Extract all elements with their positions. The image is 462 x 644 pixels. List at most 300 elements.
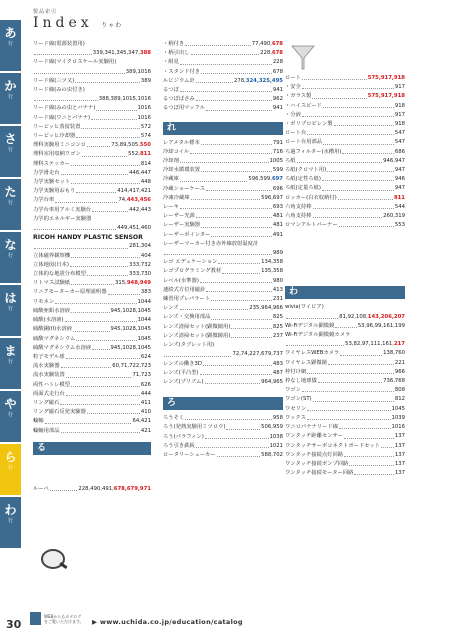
page-refs: 77,490,: [251, 41, 272, 47]
entry-term: ろ紙(クロマト用): [285, 167, 327, 174]
leader-dots: [201, 139, 272, 145]
index-entry: [163, 49, 283, 58]
page-refs: 716: [272, 148, 283, 155]
page-refs: 1016: [391, 424, 405, 431]
entry-pages: [395, 166, 405, 175]
index-entry: [163, 350, 283, 359]
entry-pages: [273, 104, 283, 113]
entry-term: 冷蔵ショーケース: [163, 185, 206, 192]
page-refs: 941: [272, 87, 283, 94]
leader-dots: [322, 175, 394, 181]
entry-pages: [273, 231, 283, 240]
page-refs: 791: [272, 139, 283, 146]
entry-term: リード線(みの虫とバナナ): [33, 105, 96, 112]
tab-kana: な: [4, 238, 17, 252]
index-entry: [285, 111, 405, 120]
page-title: [33, 15, 122, 34]
page-refs: 506,959: [261, 424, 283, 431]
tab-kana: ら: [4, 450, 17, 464]
entry-term: レンズの働き3D: [163, 360, 202, 367]
entry-term: 硫酸マグネシウム水溶液: [33, 344, 92, 351]
page-refs: 278,: [234, 77, 246, 84]
section-head: れ: [163, 122, 283, 135]
entry-term: 理科ステッカー: [33, 160, 70, 167]
page-refs: 388,389,1015,1016: [98, 96, 151, 103]
leader-dots: [191, 49, 260, 55]
leader-dots: [34, 49, 92, 55]
leader-dots: [34, 242, 128, 248]
leader-dots: [180, 157, 269, 163]
index-entry: [33, 353, 151, 362]
leader-dots: [164, 249, 272, 255]
entry-pages: [118, 196, 151, 205]
entry-pages: [260, 49, 283, 58]
entry-term: 枠付け網: [285, 368, 307, 375]
index-entry: [285, 83, 405, 92]
page-refs: 333,730: [129, 271, 151, 278]
index-entry: [163, 212, 283, 221]
entry-term: レンズ・交換用部品: [163, 314, 211, 321]
index-entry: [285, 349, 405, 358]
page-refs: 1021: [269, 442, 283, 449]
index-entry: [163, 378, 283, 387]
index-entry: [33, 178, 151, 187]
leader-dots: [71, 381, 140, 387]
page-refs: 138,760: [383, 350, 405, 357]
page-refs: 962: [272, 96, 283, 103]
entry-term: ろうそく: [163, 415, 185, 422]
entry-term: ・ハイスピード: [285, 102, 322, 109]
index-entry: [163, 221, 283, 230]
entry-pages: [395, 138, 405, 147]
entry-term: ロート台用部品: [285, 139, 323, 146]
index-entry: [285, 221, 405, 230]
entry-term: レゴ エデュケーション: [163, 259, 218, 266]
entry-term: レーザー実験器: [163, 222, 201, 229]
entry-pages: [112, 362, 151, 371]
leader-dots: [312, 92, 366, 98]
entry-pages: [128, 150, 151, 159]
index-entry: [285, 166, 405, 175]
leader-dots: [76, 132, 140, 138]
entry-pages: [383, 377, 405, 386]
entry-pages: [273, 313, 283, 322]
page-refs: 137: [394, 470, 405, 477]
tab-3[interactable]: [0, 126, 21, 177]
entry-term: ロータリーシェーカー: [163, 451, 216, 458]
tab-6[interactable]: [0, 285, 21, 336]
page-refs: 81,92,108,: [339, 313, 368, 320]
entry-term: ワイヤレス顕微鏡: [285, 359, 328, 366]
leader-dots: [55, 298, 136, 304]
leader-dots: [205, 378, 260, 384]
leader-dots: [190, 148, 272, 154]
leader-dots: [307, 405, 390, 411]
entry-pages: [273, 185, 283, 194]
index-entry: [163, 175, 283, 184]
page-refs-blue: 697: [271, 176, 283, 183]
entry-term: ロート台: [285, 130, 307, 137]
entry-term: ろう(発熱実験用ミツロウ): [163, 424, 226, 431]
entry-term: RICOH HANDY PLASTIC SENSOR: [33, 234, 143, 242]
index-entry: [33, 104, 151, 113]
index-entry: [163, 323, 283, 332]
index-entry: [285, 442, 405, 451]
title-kana: りゃわ: [101, 22, 123, 29]
page-refs: 483: [272, 360, 283, 367]
entry-term: 流水実験装置: [33, 372, 65, 379]
page-refs: 989: [272, 250, 283, 257]
page-refs: 442,443: [129, 206, 151, 213]
page-refs: 228,: [260, 50, 272, 57]
index-entry: [163, 203, 283, 212]
entry-term: ・組見: [163, 59, 179, 66]
entry-pages: [138, 104, 151, 113]
entry-term: 冷却剤: [163, 158, 179, 165]
leader-dots: [206, 104, 272, 110]
entry-term: 硫酸(水溶液): [33, 317, 64, 324]
entry-pages: [115, 279, 151, 288]
entry-term: 立体的な地震分布模型: [33, 271, 86, 278]
page-refs: 814: [140, 160, 151, 167]
tab-gyo: 行: [7, 200, 13, 206]
index-entry: [33, 307, 151, 316]
entry-pages: [117, 224, 151, 233]
entry-term: レーキ: [163, 204, 179, 211]
entry-term: リード線(みの虫付き): [33, 87, 85, 94]
leader-dots: [323, 138, 394, 144]
page-refs: 228: [272, 59, 283, 66]
page-refs: 941: [272, 105, 283, 112]
entry-pages: [392, 405, 405, 414]
entry-term: ・柄付き: [163, 41, 185, 47]
tab-gyo: 行: [7, 306, 13, 312]
leader-dots: [180, 86, 272, 92]
entry-pages: [273, 332, 283, 341]
gap: [163, 387, 283, 393]
tab-kana: わ: [4, 503, 17, 517]
page-refs: 446,447: [129, 169, 151, 176]
entry-pages: [261, 194, 283, 203]
entry-pages: [273, 277, 283, 286]
entry-pages: [392, 423, 405, 432]
entry-pages: [129, 242, 151, 251]
tab-9[interactable]: [0, 444, 21, 495]
entry-pages: [132, 417, 151, 426]
tray-icon: [40, 548, 70, 572]
tab-gyo: 行: [7, 359, 13, 365]
entry-term: 立体磁界観察機: [33, 252, 71, 259]
page-refs: 1005: [269, 158, 283, 165]
page-refs: 449,451,460: [117, 225, 151, 232]
entry-pages: [395, 460, 405, 469]
page-refs: 444: [140, 390, 151, 397]
tab-2[interactable]: [0, 73, 21, 124]
page-refs-red: 575,917,918: [367, 75, 405, 81]
index-entry: [33, 362, 151, 371]
page-refs: 918: [394, 121, 405, 128]
entry-term: ・安全: [285, 84, 301, 91]
index-entry: [33, 242, 151, 251]
entry-pages: [358, 322, 405, 331]
page-refs-red: 948,949: [126, 280, 151, 287]
entry-term: レンズ(平凸型): [163, 369, 199, 376]
index-entry: [285, 184, 405, 193]
entry-pages: [270, 442, 283, 451]
index-entry: [33, 132, 151, 141]
index-entry: [163, 40, 283, 49]
index-entry: [33, 288, 151, 297]
page-refs: 947: [394, 185, 405, 192]
entry-term: 流水実験器: [33, 363, 60, 370]
index-entry: [33, 233, 151, 242]
leader-dots: [211, 295, 272, 301]
entry-pages: [138, 335, 151, 344]
entry-pages: [339, 313, 405, 322]
index-entry: [33, 270, 151, 279]
entry-term: リモネン: [33, 298, 55, 305]
entry-term: 立体地図(日本): [33, 261, 69, 268]
leader-dots: [339, 423, 391, 429]
leader-dots: [196, 212, 272, 218]
tab-8[interactable]: [0, 391, 21, 442]
page-refs: 574: [140, 133, 151, 140]
entry-term: 硫酸マグネシウム: [33, 335, 76, 342]
gap: [163, 114, 283, 118]
page-refs: 73,89,505,: [111, 142, 140, 149]
leader-dots: [180, 203, 272, 209]
entry-pages: [395, 432, 405, 441]
tray-image: [40, 548, 70, 572]
leader-dots: [297, 157, 382, 163]
index-entry: [285, 120, 405, 129]
leader-dots: [92, 344, 109, 350]
section-head: わ: [285, 286, 405, 299]
page-refs: 383: [140, 289, 151, 296]
tab-1[interactable]: [0, 20, 21, 71]
entry-term: ・ガラス製: [285, 93, 312, 100]
entry-pages: [141, 132, 151, 141]
section-head: る: [33, 442, 151, 455]
leader-dots: [307, 129, 394, 135]
entry-pages: [232, 350, 283, 359]
entry-pages: [395, 203, 405, 212]
index-entry: [285, 451, 405, 460]
index-entry: [285, 368, 405, 377]
page-refs: 964,965: [261, 378, 283, 385]
entry-pages: [141, 160, 151, 169]
entry-pages: [395, 129, 405, 138]
index-entry: [285, 303, 405, 312]
entry-term: 理科実験用ミニコンロ: [33, 142, 86, 149]
tab-gyo: 行: [7, 465, 13, 471]
index-entry: [33, 485, 151, 494]
entry-pages: [273, 286, 283, 295]
entry-pages: [111, 141, 151, 150]
leader-dots: [71, 178, 140, 184]
entry-pages: [273, 360, 283, 369]
leader-dots: [87, 408, 140, 414]
entry-term: レゴプログラミング教材: [163, 268, 222, 275]
entry-term: 力学台車: [33, 197, 55, 204]
leader-dots: [342, 148, 393, 154]
entry-pages: [111, 307, 151, 316]
entry-term: wivia(ワイビア): [285, 304, 324, 311]
footer-note: WEBからもカタログをご覧いただけます。: [44, 614, 84, 624]
entry-pages: [132, 371, 151, 380]
entry-pages: [141, 427, 151, 436]
page-refs: 626: [140, 381, 151, 388]
leader-dots: [87, 270, 128, 276]
index-entry: [285, 423, 405, 432]
index-entry: [163, 286, 283, 295]
page-refs-red: 678,679,971: [113, 485, 151, 492]
index-entry: [33, 123, 151, 132]
leader-dots: [45, 417, 132, 423]
entry-pages: [395, 469, 405, 478]
index-entry: [163, 58, 283, 67]
gap: [33, 459, 151, 485]
tab-5[interactable]: [0, 232, 21, 283]
index-header: [33, 8, 122, 34]
index-entry: [285, 194, 405, 203]
leader-dots: [349, 460, 394, 466]
page-refs: 281,304: [129, 243, 151, 250]
entry-term: ・スタンド付き: [163, 68, 201, 75]
index-entry: [163, 258, 283, 267]
page-refs: 53,96,99,161,199: [357, 322, 405, 329]
entry-pages: [395, 111, 405, 120]
entry-pages: [273, 95, 283, 104]
page-refs: 1044: [137, 317, 151, 324]
leader-dots: [231, 332, 271, 338]
entry-term: リービッヒ蒸留装置: [33, 123, 81, 130]
tab-kana: あ: [4, 26, 17, 40]
entry-term: るつぼばさみ: [163, 96, 195, 103]
leader-dots: [307, 414, 391, 420]
page-refs: 678: [272, 68, 283, 75]
leader-dots: [61, 169, 129, 175]
leader-dots: [61, 362, 112, 368]
leader-dots: [34, 95, 98, 101]
entry-term: ろ紙: [285, 157, 296, 164]
index-entry: [33, 390, 151, 399]
index-entry: [285, 212, 405, 221]
leader-dots: [185, 40, 251, 46]
page-refs: 572: [140, 123, 151, 130]
index-entry: [33, 77, 151, 86]
index-entry: [285, 175, 405, 184]
index-entry: [285, 377, 405, 386]
page-refs: 980: [272, 277, 283, 284]
page-refs-red: 575,917,918: [367, 93, 405, 100]
leader-dots: [286, 313, 338, 319]
leader-dots: [205, 433, 269, 439]
catalog-url-text[interactable]: www.uchida.co.jp/education/catalog: [99, 618, 243, 626]
funnel-image: [288, 42, 318, 70]
page-refs: 599: [272, 167, 283, 174]
index-entry: [285, 340, 405, 349]
page-refs: 596,697: [261, 194, 283, 201]
page-refs: 137: [394, 451, 405, 458]
index-entry: [33, 114, 151, 123]
leader-dots: [313, 212, 383, 218]
page-refs: 413: [272, 286, 283, 293]
tab-10[interactable]: [0, 497, 21, 548]
entry-term: レンズ: [163, 305, 179, 312]
index-entry: [163, 295, 283, 304]
index-entry: [33, 196, 151, 205]
leader-dots: [76, 187, 116, 193]
catalog-url[interactable]: [92, 618, 243, 626]
entry-term: 冷却水循環装置: [163, 167, 201, 174]
entry-term: レンズ清掃セット(顕微鏡用): [163, 323, 231, 330]
entry-term: ワゴン(ST): [285, 396, 312, 403]
page-refs: 260,319: [383, 213, 405, 220]
entry-pages: [273, 212, 283, 221]
entry-term: 冷蔵庫: [163, 176, 179, 183]
entry-pages: [129, 206, 151, 215]
entry-term: 冷凍冷蔵庫: [163, 194, 190, 201]
index-entry: [163, 194, 283, 203]
page-refs: 487: [272, 369, 283, 376]
leader-dots: [307, 368, 394, 374]
tab-7[interactable]: [0, 338, 21, 389]
index-entry: [33, 206, 151, 215]
page-refs-red: 388: [139, 50, 151, 57]
leader-dots: [338, 194, 393, 200]
index-entry: [163, 442, 283, 451]
index-entry: [163, 185, 283, 194]
entry-pages: [249, 304, 283, 313]
page-refs: 547: [394, 130, 405, 137]
page-refs-red: 217: [393, 341, 405, 348]
leader-dots: [164, 350, 231, 356]
index-entry: [33, 261, 151, 270]
page-refs: 624: [140, 353, 151, 360]
page-refs: 414,417,421: [117, 188, 151, 195]
leader-dots: [75, 77, 140, 83]
page-refs: 389: [140, 77, 151, 84]
leader-dots: [231, 323, 271, 329]
leader-dots: [201, 166, 272, 172]
leader-dots: [96, 104, 136, 110]
section-head: ろ: [163, 397, 283, 410]
entry-term: レンズ(プリズム): [163, 378, 204, 385]
page-refs: 552,: [128, 151, 140, 158]
tab-4[interactable]: [0, 179, 21, 230]
entry-term: ワイヤレスWEBカメラ: [285, 350, 340, 357]
leader-dots: [203, 360, 272, 366]
entry-pages: [395, 359, 405, 368]
entry-pages: [138, 114, 151, 123]
leader-dots: [344, 432, 394, 438]
entry-pages: [273, 139, 283, 148]
entry-term: 力学実験用おもり: [33, 188, 76, 195]
leader-dots: [318, 377, 382, 383]
leader-dots: [191, 194, 261, 200]
index-entry: [285, 405, 405, 414]
page-refs: 966: [394, 368, 405, 375]
page-refs: 686: [394, 148, 405, 155]
page-number: 30: [6, 618, 22, 631]
index-entry: [163, 249, 283, 258]
page-refs: 134,358: [261, 259, 283, 266]
page-refs: 958: [272, 415, 283, 422]
index-entry: [285, 92, 405, 101]
page-refs: 64,421: [132, 418, 151, 425]
page-refs: 544: [394, 203, 405, 210]
